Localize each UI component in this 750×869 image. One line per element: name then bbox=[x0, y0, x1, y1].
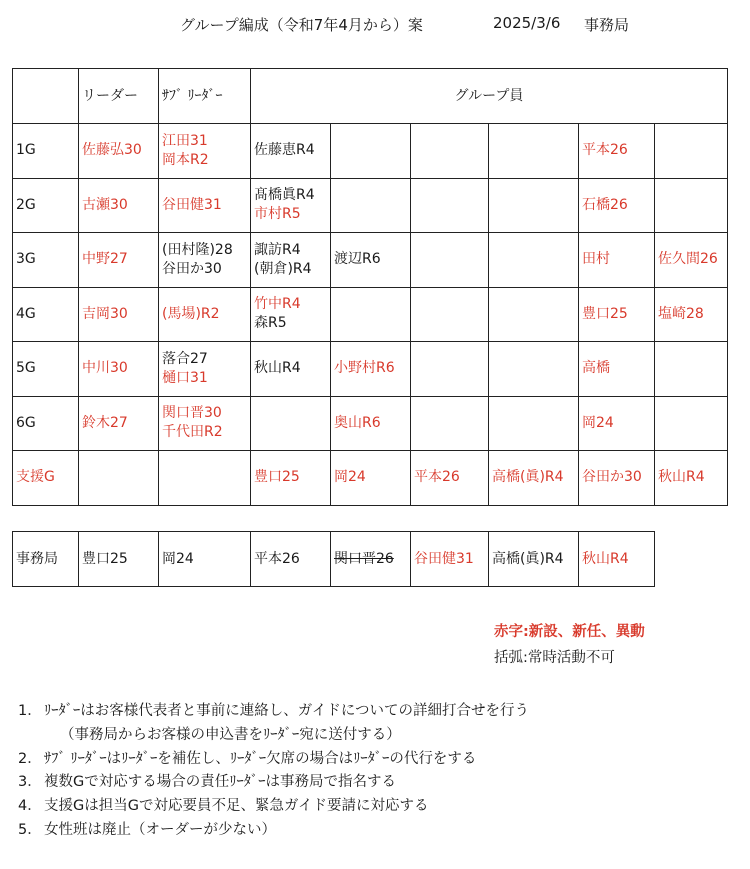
member-cell bbox=[331, 178, 411, 233]
group-name-cell: 1G bbox=[13, 124, 79, 179]
member-cell bbox=[655, 451, 728, 506]
sub-leader-cell bbox=[159, 124, 251, 179]
note-item bbox=[18, 819, 529, 843]
header-corner-cell bbox=[13, 69, 79, 124]
table-row bbox=[13, 342, 728, 397]
cell-name: 岡24 bbox=[582, 414, 614, 431]
cell-name: 樋口31 bbox=[162, 369, 208, 386]
member-cell bbox=[489, 233, 579, 288]
sub-leader-cell bbox=[159, 287, 251, 342]
cell-name: 谷田健31 bbox=[162, 196, 222, 213]
table-row bbox=[13, 396, 728, 451]
office-member-cell: 岡24 bbox=[159, 532, 251, 587]
office-member-cell: 関口晋26 bbox=[331, 532, 411, 587]
note-item bbox=[18, 795, 529, 819]
table-row bbox=[13, 451, 728, 506]
member-cell bbox=[579, 233, 655, 288]
leader-cell: 吉岡30 bbox=[79, 287, 159, 342]
cell-name: 岡本R2 bbox=[162, 151, 209, 168]
note-number: 3． bbox=[18, 774, 42, 791]
member-cell bbox=[489, 287, 579, 342]
cell-name: 高橋 bbox=[582, 360, 610, 377]
document-date: 2025/3/6 bbox=[493, 14, 561, 32]
member-cell bbox=[579, 342, 655, 397]
cell-name: 小野村R6 bbox=[334, 360, 395, 377]
table-row bbox=[13, 287, 728, 342]
member-cell bbox=[251, 396, 331, 451]
member-cell bbox=[411, 124, 489, 179]
cell-name: 秋山R4 bbox=[658, 469, 705, 486]
office-member-cell: 高橋(眞)R4 bbox=[489, 532, 579, 587]
leader-cell: 古瀬30 bbox=[79, 178, 159, 233]
sub-leader-cell bbox=[159, 178, 251, 233]
member-cell bbox=[489, 396, 579, 451]
note-number: 5． bbox=[18, 821, 42, 838]
note-number: 1． bbox=[18, 703, 42, 719]
member-cell bbox=[331, 124, 411, 179]
cell-name: 佐久間26 bbox=[658, 251, 718, 268]
group-name-cell: 支援G bbox=[13, 451, 79, 506]
member-cell bbox=[655, 396, 728, 451]
office-label-cell: 事務局 bbox=[13, 532, 79, 587]
document-dept: 事務局 bbox=[584, 16, 630, 34]
member-cell bbox=[411, 396, 489, 451]
note-item bbox=[18, 771, 529, 795]
header-members: グループ員 bbox=[251, 69, 728, 124]
member-cell bbox=[655, 287, 728, 342]
cell-name: 塩崎28 bbox=[658, 305, 704, 322]
cell-name: (馬場)R2 bbox=[162, 305, 220, 322]
cell-name: 豊口25 bbox=[582, 305, 628, 322]
table-row bbox=[13, 233, 728, 288]
sub-leader-cell bbox=[159, 396, 251, 451]
cell-name: 落合27 bbox=[162, 350, 208, 367]
cell-name: 秋山R4 bbox=[254, 360, 301, 377]
table-header-row bbox=[13, 69, 728, 124]
cell-name: 石橋26 bbox=[582, 196, 628, 213]
member-cell bbox=[411, 287, 489, 342]
cell-name: 豊口25 bbox=[254, 469, 300, 486]
member-cell bbox=[331, 396, 411, 451]
leader-cell: 佐藤弘30 bbox=[79, 124, 159, 179]
member-cell bbox=[411, 233, 489, 288]
member-cell bbox=[331, 287, 411, 342]
leader-cell: 鈴木27 bbox=[79, 396, 159, 451]
group-name-cell: 6G bbox=[13, 396, 79, 451]
note-item bbox=[18, 748, 529, 772]
note-text: 支援Gは担当Gで対応要員不足、緊急ガイド要請に対応する bbox=[44, 798, 429, 815]
group-name-cell: 3G bbox=[13, 233, 79, 288]
group-name-cell: 2G bbox=[13, 178, 79, 233]
member-cell bbox=[579, 451, 655, 506]
cell-name: (朝倉)R4 bbox=[254, 260, 312, 277]
member-cell bbox=[489, 451, 579, 506]
cell-name: 平本26 bbox=[414, 469, 460, 486]
cell-name: 佐藤恵R4 bbox=[254, 142, 315, 159]
member-cell bbox=[411, 178, 489, 233]
cell-name: 奥山R6 bbox=[334, 414, 381, 431]
sub-leader-cell bbox=[159, 233, 251, 288]
cell-name: 谷田か30 bbox=[582, 469, 642, 486]
cell-name: 渡辺R6 bbox=[334, 251, 381, 268]
office-row bbox=[13, 532, 655, 587]
note-text: ﾘｰﾀﾞｰはお客様代表者と事前に連絡し、ガイドについての詳細打合せを行う bbox=[44, 703, 530, 719]
member-cell bbox=[655, 124, 728, 179]
group-name-cell: 4G bbox=[13, 287, 79, 342]
member-cell bbox=[579, 396, 655, 451]
sub-leader-cell bbox=[159, 342, 251, 397]
member-cell bbox=[251, 342, 331, 397]
member-cell bbox=[251, 451, 331, 506]
member-cell bbox=[331, 451, 411, 506]
group-table bbox=[12, 68, 728, 506]
legend-paren-note: 括弧:常時活動不可 bbox=[494, 650, 615, 666]
member-cell bbox=[251, 287, 331, 342]
office-table bbox=[12, 531, 655, 587]
member-cell bbox=[411, 342, 489, 397]
note-text: 女性班は廃止（オーダーが少ない） bbox=[44, 821, 276, 838]
member-cell bbox=[655, 233, 728, 288]
member-cell bbox=[489, 342, 579, 397]
member-cell bbox=[579, 124, 655, 179]
note-text: ｻﾌﾞ ﾘｰﾀﾞｰはﾘｰﾀﾞｰを補佐し、ﾘｰﾀﾞｰ欠席の場合はﾘｰﾀﾞｰの代行をする bbox=[44, 750, 477, 767]
note-item bbox=[18, 700, 529, 724]
office-member-cell: 豊口25 bbox=[79, 532, 159, 587]
cell-name: 谷田か30 bbox=[162, 260, 222, 277]
member-cell bbox=[331, 233, 411, 288]
sub-leader-cell bbox=[159, 451, 251, 506]
header-sub-leader: ｻﾌﾞ ﾘｰﾀﾞｰ bbox=[159, 69, 251, 124]
member-cell bbox=[251, 233, 331, 288]
notes-list bbox=[18, 700, 529, 843]
note-item bbox=[18, 724, 529, 748]
cell-name: 岡24 bbox=[334, 469, 366, 486]
document-title: グループ編成（令和7年4月から）案 bbox=[180, 16, 423, 34]
table-row bbox=[13, 124, 728, 179]
header-leader: リーダー bbox=[79, 69, 159, 124]
member-cell bbox=[489, 124, 579, 179]
member-cell bbox=[489, 178, 579, 233]
member-cell bbox=[655, 342, 728, 397]
office-member-cell: 谷田健31 bbox=[411, 532, 489, 587]
table-row bbox=[13, 178, 728, 233]
legend-red-note: 赤字:新設、新任、異動 bbox=[494, 624, 645, 640]
note-number: 4． bbox=[18, 798, 42, 815]
group-name-cell: 5G bbox=[13, 342, 79, 397]
member-cell bbox=[579, 287, 655, 342]
office-member-cell: 秋山R4 bbox=[579, 532, 655, 587]
cell-name: 江田31 bbox=[162, 132, 208, 149]
cell-name: 諏訪R4 bbox=[254, 241, 301, 258]
office-member-cell: 平本26 bbox=[251, 532, 331, 587]
cell-name: 高橋(眞)R4 bbox=[492, 469, 564, 486]
member-cell bbox=[579, 178, 655, 233]
note-text: （事務局からお客様の申込書をﾘｰﾀﾞｰ宛に送付する） bbox=[60, 726, 401, 743]
cell-name: 関口晋30 bbox=[162, 405, 222, 422]
cell-name: 田村 bbox=[582, 251, 610, 268]
note-text: 複数Gで対応する場合の責任ﾘｰﾀﾞｰは事務局で指名する bbox=[44, 774, 396, 791]
member-cell bbox=[331, 342, 411, 397]
cell-name: 髙橋眞R4 bbox=[254, 187, 315, 204]
member-cell bbox=[411, 451, 489, 506]
cell-name: (田村隆)28 bbox=[162, 241, 233, 258]
cell-name: 千代田R2 bbox=[162, 424, 223, 441]
leader-cell bbox=[79, 451, 159, 506]
cell-name: 市村R5 bbox=[254, 206, 301, 223]
member-cell bbox=[251, 124, 331, 179]
leader-cell: 中野27 bbox=[79, 233, 159, 288]
leader-cell: 中川30 bbox=[79, 342, 159, 397]
note-number: 2． bbox=[18, 750, 42, 767]
cell-name: 平本26 bbox=[582, 142, 628, 159]
member-cell bbox=[251, 178, 331, 233]
member-cell bbox=[655, 178, 728, 233]
cell-name: 竹中R4 bbox=[254, 296, 301, 313]
cell-name: 森R5 bbox=[254, 315, 287, 332]
